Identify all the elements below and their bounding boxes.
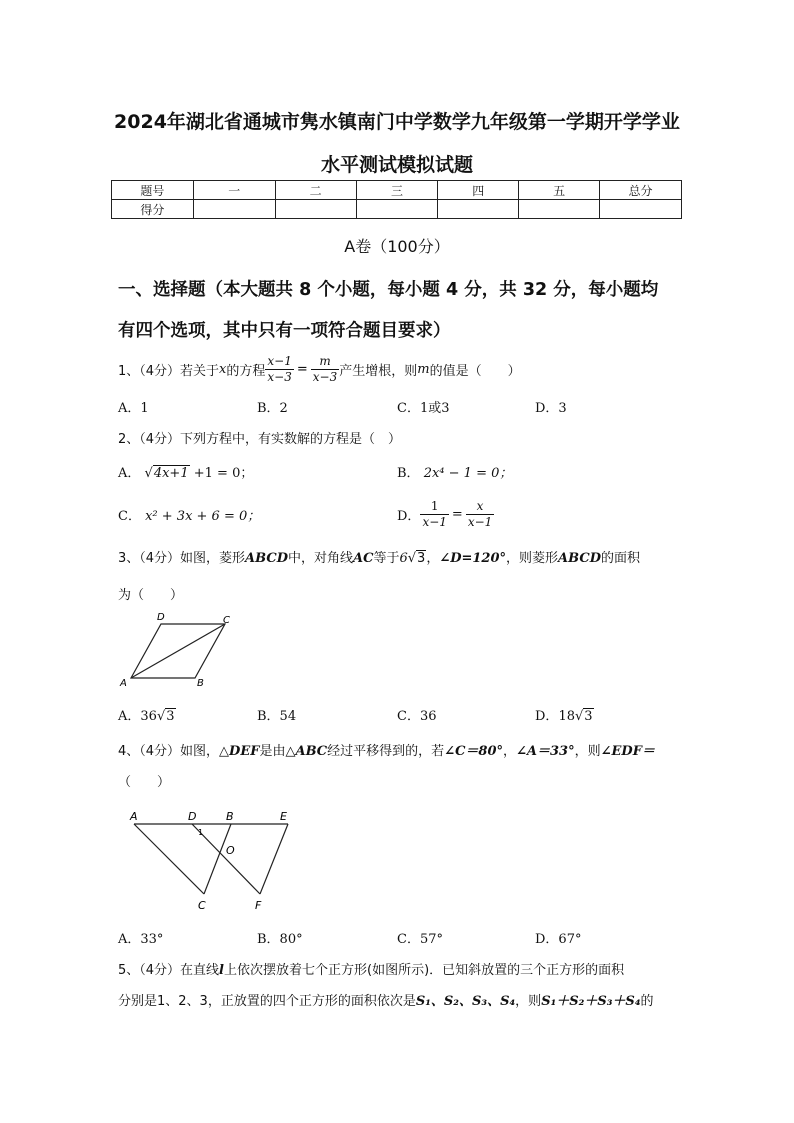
q3-angle: ∠D=120° — [439, 551, 507, 566]
q4-angle-c: ∠C＝80° — [444, 744, 504, 759]
q3-text: 等于 — [373, 551, 400, 566]
point-label: O — [226, 844, 235, 857]
option-value: 18 — [558, 709, 575, 724]
table-cell: 三 — [356, 181, 438, 200]
q1-text: 产生增根，则 — [339, 363, 418, 379]
sqrt-sign: √ — [156, 709, 166, 724]
radicand: 3 — [166, 709, 175, 724]
q3-text: ，则菱形 — [506, 551, 559, 566]
q5-s-sum: S₁＋S₂＋S₃＋S₄ — [541, 994, 641, 1009]
q3-six: 6 — [399, 551, 408, 566]
q4-text: ， — [503, 744, 517, 759]
score-table-header-row — [112, 181, 682, 200]
question-5-stem-line-2 — [118, 990, 654, 1009]
q4-text: ，则 — [574, 744, 601, 759]
q1-var-m: m — [417, 361, 430, 377]
q5-line-l: l — [219, 963, 224, 978]
score-table — [111, 180, 682, 219]
q3-option-a[interactable] — [118, 705, 176, 724]
point-label: D — [188, 810, 197, 823]
q4-translation-figure — [120, 802, 300, 914]
q1-text: 的值是（ ） — [429, 363, 521, 379]
q2-option-a[interactable] — [118, 462, 253, 481]
fraction-numerator: 1 — [420, 499, 448, 515]
q3-option-d[interactable] — [535, 705, 594, 724]
question-5-stem — [118, 959, 624, 978]
expression: x² + 3x + 6 = 0； — [145, 509, 261, 524]
q5-text: 分别是1、2、3，正放置的四个正方形的面积依次是 — [118, 994, 416, 1009]
fraction-denominator: x−3 — [312, 369, 338, 384]
sqrt-sign: √ — [144, 466, 153, 481]
table-cell: 五 — [519, 181, 600, 200]
q1-option-b[interactable]: B．2 — [257, 401, 288, 416]
q1-var-x: x — [219, 361, 227, 377]
score-field[interactable] — [356, 200, 438, 219]
question-4-stem — [118, 740, 655, 759]
side-ac — [134, 824, 204, 894]
vertex-label: B — [197, 678, 204, 689]
question-1-stem — [118, 349, 521, 389]
q3-abcd: ABCD — [558, 551, 601, 566]
q2-option-b[interactable] — [397, 462, 512, 481]
q1-fraction-left — [265, 354, 293, 385]
question-2-stem: 2、（4分）下列方程中，有实数解的方程是（ ） — [118, 432, 402, 447]
score-field[interactable] — [519, 200, 600, 219]
table-cell: 题号 — [112, 181, 194, 200]
option-label: A． — [118, 466, 141, 481]
table-cell: 四 — [438, 181, 519, 200]
sqrt-sign: √ — [407, 551, 417, 566]
q3-text: 的面积 — [600, 551, 640, 566]
radicand: 3 — [417, 551, 426, 566]
q4-option-c[interactable]: C．57° — [397, 932, 443, 947]
point-label: C — [198, 899, 206, 912]
fraction-numerator: x−1 — [267, 353, 292, 368]
q4-option-d[interactable]: D．67° — [535, 932, 582, 947]
q4-option-b[interactable]: B．80° — [257, 932, 303, 947]
score-field[interactable] — [438, 200, 519, 219]
fraction-denominator: x−1 — [422, 514, 447, 529]
q3-abcd: ABCD — [245, 551, 288, 566]
option-label: D． — [535, 709, 559, 724]
point-label: B — [226, 810, 234, 823]
table-cell: 得分 — [112, 200, 194, 219]
radicand: 3 — [584, 709, 593, 724]
q5-text: 5、（4分）在直线 — [118, 963, 220, 978]
q4-angle-edf: ∠EDF＝ — [600, 744, 655, 759]
paper-section-heading: A卷（100分） — [344, 237, 450, 256]
q4-text: 4、（4分）如图， — [118, 744, 220, 759]
expression: 2x⁴ − 1 = 0； — [423, 466, 513, 481]
page-title-line-1: 2024年湖北省通城市隽水镇南门中学数学九年级第一学期开学学业 — [114, 111, 680, 133]
vertex-label: D — [157, 612, 165, 623]
q1-option-d[interactable]: D．3 — [535, 401, 567, 416]
q4-option-a[interactable]: A．33° — [118, 932, 164, 947]
option-value: 36 — [140, 709, 157, 724]
table-cell: 总分 — [600, 181, 682, 200]
point-label: A — [130, 810, 138, 823]
q5-s-list: S₁、S₂、S₃、S₄ — [415, 994, 516, 1009]
diagonal-ac — [131, 624, 225, 678]
fraction-denominator: x−1 — [467, 514, 493, 529]
section-heading-line-1: 一、选择题（本大题共 8 个小题，每小题 4 分，共 32 分，每小题均 — [118, 280, 659, 300]
question-3-stem — [118, 547, 640, 566]
option-label: C． — [118, 509, 141, 524]
q1-option-c[interactable]: C．1或3 — [397, 401, 450, 416]
q2-fraction-right — [466, 499, 494, 530]
table-cell: 二 — [275, 181, 356, 200]
q3-text: ， — [426, 551, 440, 566]
score-field[interactable] — [600, 200, 682, 219]
equals-sign: = — [296, 361, 308, 377]
q5-text: ，则 — [515, 994, 542, 1009]
score-table-score-row — [112, 200, 682, 219]
q1-fraction-right — [311, 354, 339, 385]
q2-fraction-left — [420, 499, 448, 530]
q5-text: 上依次摆放着七个正方形(如图所示)．已知斜放置的三个正方形的面积 — [224, 963, 625, 978]
table-cell: 一 — [193, 181, 275, 200]
score-field[interactable] — [275, 200, 356, 219]
q4-text: 经过平移得到的，若 — [327, 744, 445, 759]
option-label: B． — [397, 466, 420, 481]
side-bc — [204, 824, 231, 894]
q4-triangle-abc: △ABC — [285, 744, 328, 759]
radicand: 4x+1 — [153, 466, 189, 481]
question-3-stem-line-2: 为（ ） — [118, 588, 184, 603]
option-label: D． — [397, 508, 421, 524]
q3-option-c[interactable]: C．36 — [397, 709, 437, 724]
q3-text: 中，对角线 — [287, 551, 353, 566]
sqrt-sign: √ — [574, 709, 584, 724]
option-label: A． — [118, 709, 141, 724]
side-ef — [260, 824, 288, 894]
score-field[interactable] — [193, 200, 275, 219]
q2-option-d[interactable] — [397, 494, 494, 534]
point-label: E — [280, 810, 287, 823]
q3-text: 3、（4分）如图，菱形 — [118, 551, 246, 566]
fraction-numerator: m — [311, 354, 339, 370]
page-title-line-2: 水平测试模拟试题 — [320, 154, 473, 176]
q4-text: 是由 — [259, 744, 286, 759]
q2-option-c[interactable] — [118, 505, 260, 524]
fraction-numerator: x — [466, 499, 494, 515]
q1-text: 的方程 — [226, 363, 266, 379]
q5-text: 的 — [640, 994, 654, 1009]
point-label: F — [255, 899, 262, 912]
fraction-denominator: x−3 — [267, 369, 292, 384]
q3-option-b[interactable]: B．54 — [257, 709, 297, 724]
section-heading-line-2: 有四个选项，其中只有一项符合题目要求） — [118, 321, 451, 341]
q4-triangle-def: △DEF — [219, 744, 260, 759]
question-4-stem-line-2: （ ） — [118, 775, 171, 790]
q3-ac: AC — [353, 551, 374, 566]
angle-label: 1 — [198, 828, 204, 837]
equals-sign: = — [451, 506, 463, 522]
q4-angle-a: ∠A＝33° — [516, 744, 575, 759]
q1-text: 1、（4分）若关于 — [118, 363, 220, 379]
vertex-label: A — [120, 678, 127, 689]
q3-rhombus-figure — [112, 608, 242, 690]
vertex-label: C — [223, 615, 230, 626]
q1-option-a[interactable]: A．1 — [118, 401, 149, 416]
expression-rest: +1 = 0； — [193, 466, 254, 481]
